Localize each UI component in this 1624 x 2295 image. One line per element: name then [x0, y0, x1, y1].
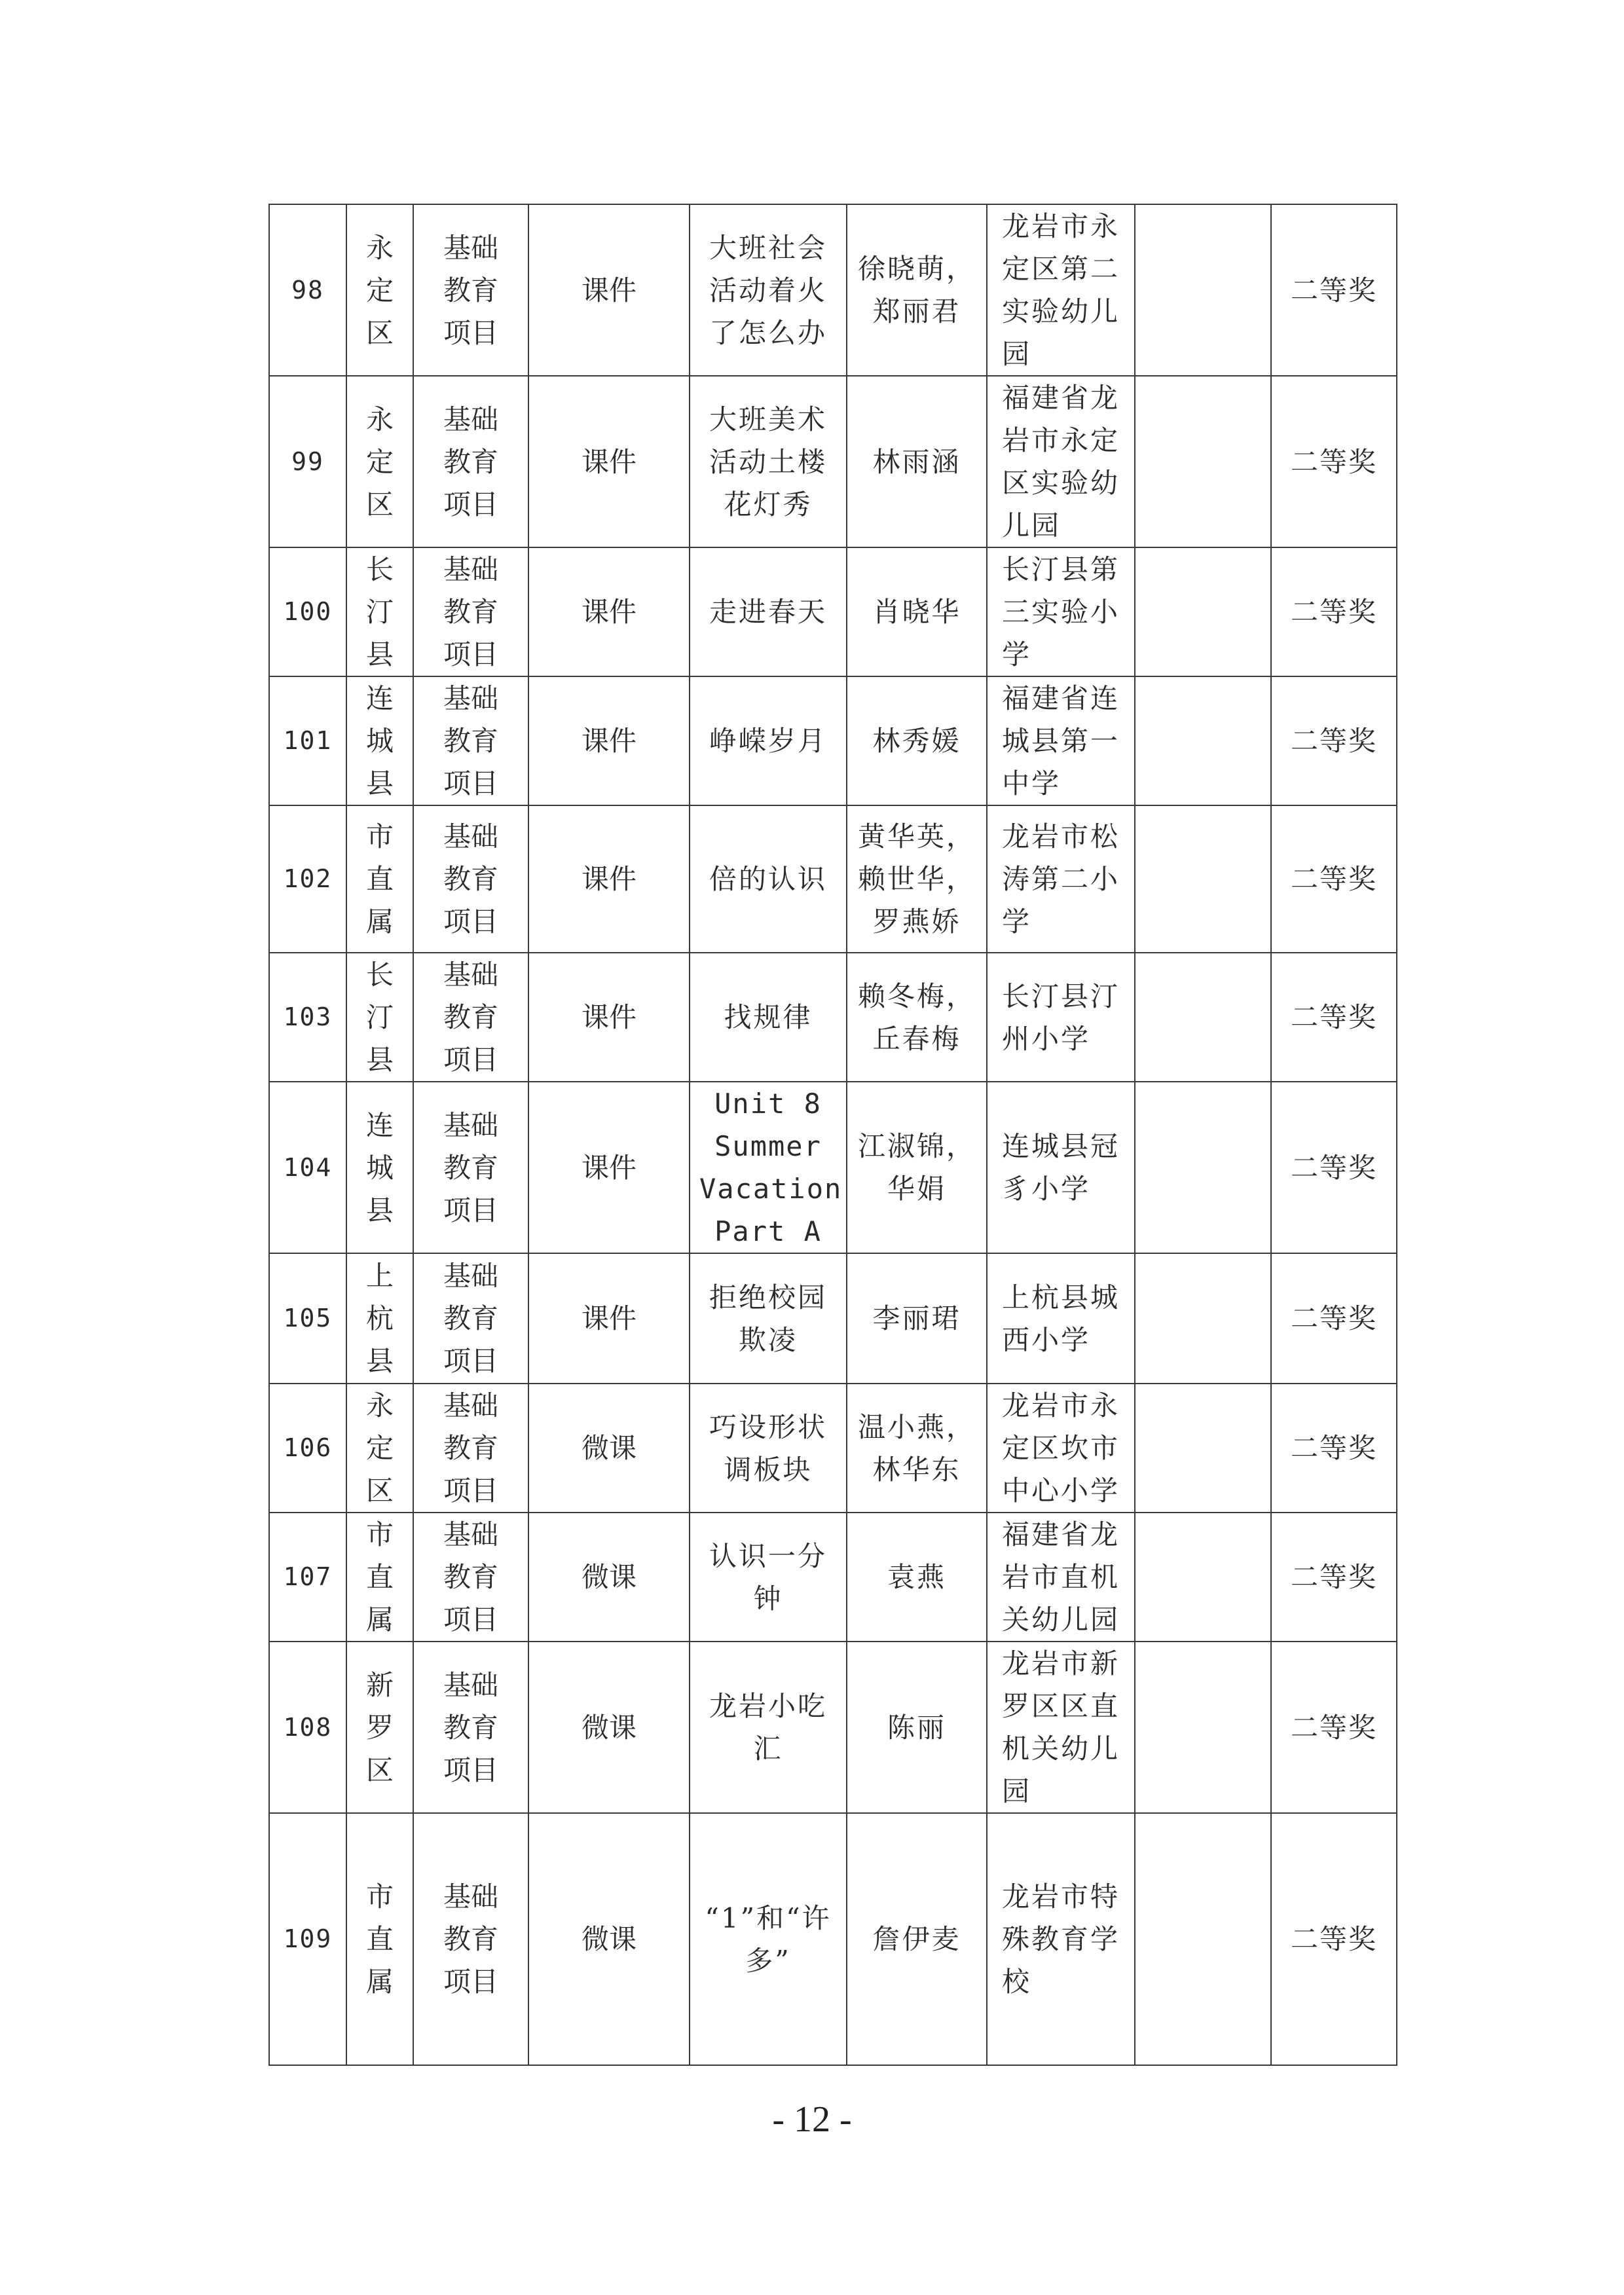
row-number: 101 — [269, 676, 346, 805]
award-table — [268, 204, 1397, 2066]
category-text: 基础教育项目 — [443, 682, 499, 799]
authors-cell: 赖冬梅，丘春梅 — [847, 953, 987, 1082]
region-cell — [346, 1513, 413, 1642]
note-cell — [1135, 204, 1271, 376]
unit-cell: 龙岩市永定区坎市中心小学 — [987, 1384, 1135, 1513]
region-cell — [346, 1253, 413, 1384]
note-cell — [1135, 805, 1271, 953]
type-cell: 微课 — [528, 1642, 690, 1813]
type-cell: 微课 — [528, 1813, 690, 2065]
region-text: 上杭县 — [366, 1260, 394, 1377]
award-cell: 二等奖 — [1271, 204, 1397, 376]
type-cell: 课件 — [528, 1253, 690, 1384]
category-cell — [413, 1384, 528, 1513]
region-text: 市直属 — [366, 820, 394, 938]
authors-cell: 林雨涵 — [847, 376, 987, 547]
row-number: 106 — [269, 1384, 346, 1513]
unit-cell: 龙岩市永定区第二实验幼儿园 — [987, 204, 1135, 376]
category-text: 基础教育项目 — [443, 1109, 499, 1226]
award-cell: 二等奖 — [1271, 1082, 1397, 1253]
note-cell — [1135, 953, 1271, 1082]
region-cell — [346, 376, 413, 547]
category-cell — [413, 953, 528, 1082]
unit-cell: 福建省连城县第一中学 — [987, 676, 1135, 805]
title-cell: 龙岩小吃汇 — [690, 1642, 847, 1813]
authors-cell: 袁燕 — [847, 1513, 987, 1642]
type-cell: 课件 — [528, 204, 690, 376]
award-cell: 二等奖 — [1271, 1384, 1397, 1513]
region-cell — [346, 547, 413, 676]
title-cell: 大班社会活动着火了怎么办 — [690, 204, 847, 376]
category-text: 基础教育项目 — [443, 1668, 499, 1786]
note-cell — [1135, 1253, 1271, 1384]
category-text: 基础教育项目 — [443, 1881, 499, 1998]
unit-cell: 连城县冠豸小学 — [987, 1082, 1135, 1253]
title-cell: “1”和“许多” — [690, 1813, 847, 2065]
table-row — [269, 1813, 1397, 2065]
region-text: 新罗区 — [366, 1668, 394, 1786]
row-number: 103 — [269, 953, 346, 1082]
category-text: 基础教育项目 — [443, 231, 499, 349]
category-text: 基础教育项目 — [443, 820, 499, 938]
category-cell — [413, 1642, 528, 1813]
note-cell — [1135, 1642, 1271, 1813]
note-cell — [1135, 1513, 1271, 1642]
category-cell — [413, 204, 528, 376]
region-text: 永定区 — [366, 231, 394, 349]
table-row — [269, 953, 1397, 1082]
authors-cell: 肖晓华 — [847, 547, 987, 676]
region-cell — [346, 1082, 413, 1253]
region-cell — [346, 953, 413, 1082]
page-number: - 12 - — [772, 2099, 852, 2140]
title-cell: 巧设形状调板块 — [690, 1384, 847, 1513]
row-number: 100 — [269, 547, 346, 676]
authors-cell: 徐晓萌，郑丽君 — [847, 204, 987, 376]
title-cell: 找规律 — [690, 953, 847, 1082]
category-cell — [413, 1253, 528, 1384]
title-cell: 大班美术活动土楼花灯秀 — [690, 376, 847, 547]
type-cell: 课件 — [528, 805, 690, 953]
type-cell: 课件 — [528, 676, 690, 805]
note-cell — [1135, 1384, 1271, 1513]
award-cell: 二等奖 — [1271, 805, 1397, 953]
row-number: 105 — [269, 1253, 346, 1384]
region-cell — [346, 1813, 413, 2065]
table-row — [269, 204, 1397, 376]
row-number: 107 — [269, 1513, 346, 1642]
note-cell — [1135, 376, 1271, 547]
row-number: 102 — [269, 805, 346, 953]
type-cell: 微课 — [528, 1513, 690, 1642]
region-text: 永定区 — [366, 403, 394, 521]
note-cell — [1135, 547, 1271, 676]
type-cell: 课件 — [528, 1082, 690, 1253]
note-cell — [1135, 676, 1271, 805]
category-cell — [413, 1082, 528, 1253]
region-text: 连城县 — [366, 682, 394, 799]
authors-cell: 江淑锦，华娟 — [847, 1082, 987, 1253]
unit-cell: 龙岩市松涛第二小学 — [987, 805, 1135, 953]
region-cell — [346, 1642, 413, 1813]
unit-cell: 长汀县第三实验小学 — [987, 547, 1135, 676]
region-text: 长汀县 — [366, 553, 394, 670]
category-cell — [413, 805, 528, 953]
category-text: 基础教育项目 — [443, 1389, 499, 1507]
unit-cell: 上杭县城西小学 — [987, 1253, 1135, 1384]
region-cell — [346, 204, 413, 376]
note-cell — [1135, 1813, 1271, 2065]
row-number: 104 — [269, 1082, 346, 1253]
type-cell: 课件 — [528, 953, 690, 1082]
category-cell — [413, 547, 528, 676]
category-text: 基础教育项目 — [443, 553, 499, 670]
award-cell: 二等奖 — [1271, 1513, 1397, 1642]
row-number: 109 — [269, 1813, 346, 2065]
category-text: 基础教育项目 — [443, 1260, 499, 1377]
row-number: 98 — [269, 204, 346, 376]
award-cell: 二等奖 — [1271, 953, 1397, 1082]
category-text: 基础教育项目 — [443, 1518, 499, 1636]
table-row — [269, 1253, 1397, 1384]
row-number: 99 — [269, 376, 346, 547]
table-row — [269, 547, 1397, 676]
award-cell: 二等奖 — [1271, 1813, 1397, 2065]
title-cell: 峥嵘岁月 — [690, 676, 847, 805]
category-text: 基础教育项目 — [443, 403, 499, 521]
table-body — [269, 204, 1397, 2065]
table-row — [269, 1384, 1397, 1513]
type-cell: 微课 — [528, 1384, 690, 1513]
authors-cell: 陈丽 — [847, 1642, 987, 1813]
award-cell: 二等奖 — [1271, 547, 1397, 676]
region-text: 长汀县 — [366, 959, 394, 1076]
category-cell — [413, 1513, 528, 1642]
table-row — [269, 376, 1397, 547]
title-cell: Unit 8 Summer Vacation Part A — [690, 1082, 847, 1253]
title-cell: 拒绝校园欺凌 — [690, 1253, 847, 1384]
type-cell: 课件 — [528, 547, 690, 676]
region-text: 市直属 — [366, 1881, 394, 1998]
authors-cell: 黄华英，赖世华，罗燕娇 — [847, 805, 987, 953]
region-cell — [346, 676, 413, 805]
table-row — [269, 805, 1397, 953]
unit-cell: 龙岩市特殊教育学校 — [987, 1813, 1135, 2065]
category-cell — [413, 1813, 528, 2065]
title-cell: 认识一分钟 — [690, 1513, 847, 1642]
title-cell: 走进春天 — [690, 547, 847, 676]
award-cell: 二等奖 — [1271, 1253, 1397, 1384]
category-cell — [413, 376, 528, 547]
table-row — [269, 1642, 1397, 1813]
authors-cell: 林秀媛 — [847, 676, 987, 805]
authors-cell: 温小燕，林华东 — [847, 1384, 987, 1513]
region-text: 永定区 — [366, 1389, 394, 1507]
category-text: 基础教育项目 — [443, 959, 499, 1076]
award-cell: 二等奖 — [1271, 1642, 1397, 1813]
authors-cell: 詹伊麦 — [847, 1813, 987, 2065]
unit-cell: 长汀县汀州小学 — [987, 953, 1135, 1082]
type-cell: 课件 — [528, 376, 690, 547]
authors-cell: 李丽珺 — [847, 1253, 987, 1384]
table-row — [269, 676, 1397, 805]
row-number: 108 — [269, 1642, 346, 1813]
note-cell — [1135, 1082, 1271, 1253]
region-text: 市直属 — [366, 1518, 394, 1636]
award-cell: 二等奖 — [1271, 376, 1397, 547]
category-cell — [413, 676, 528, 805]
region-text: 连城县 — [366, 1109, 394, 1226]
table-row — [269, 1082, 1397, 1253]
region-cell — [346, 1384, 413, 1513]
unit-cell: 福建省龙岩市直机关幼儿园 — [987, 1513, 1135, 1642]
title-cell: 倍的认识 — [690, 805, 847, 953]
table-row — [269, 1513, 1397, 1642]
region-cell — [346, 805, 413, 953]
unit-cell: 龙岩市新罗区区直机关幼儿园 — [987, 1642, 1135, 1813]
award-cell: 二等奖 — [1271, 676, 1397, 805]
unit-cell: 福建省龙岩市永定区实验幼儿园 — [987, 376, 1135, 547]
